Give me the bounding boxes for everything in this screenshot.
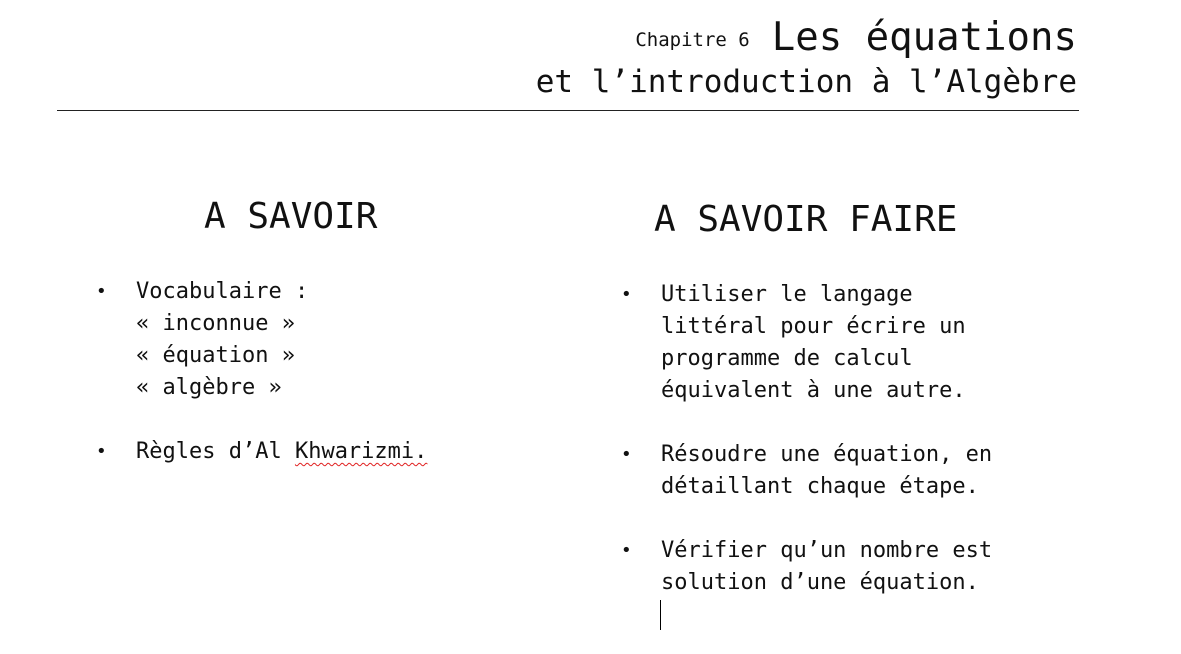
list-line: solution d’une équation. [661, 570, 979, 595]
list-line [136, 436, 427, 468]
list-line: programme de calcul [661, 346, 913, 371]
text-cursor [660, 600, 661, 630]
bullet-icon: • [621, 444, 632, 465]
chapter-label: Chapitre 6 [635, 29, 750, 51]
list-line: détaillant chaque étape. [661, 474, 979, 499]
header-divider [57, 110, 1079, 111]
list-line: Vérifier qu’un nombre est [661, 538, 993, 563]
list-text: Règles d’Al [136, 439, 295, 464]
list-spacer [96, 404, 427, 436]
list-line: « algèbre » [136, 375, 282, 400]
list-item-vocabulaire[interactable] [96, 276, 427, 404]
spellcheck-flagged-word[interactable]: Khwarizmi. [294, 439, 428, 464]
bullet-icon: • [621, 540, 632, 561]
list-line: Vocabulaire : [136, 279, 309, 304]
list-line: Utiliser le langage [661, 282, 913, 307]
list-item-regles[interactable] [96, 436, 427, 468]
bullet-icon: • [96, 281, 107, 302]
list-item-verifier[interactable] [621, 535, 992, 599]
chapter-title: Les équations [771, 15, 1077, 60]
column-title-a-savoir: A SAVOIR [204, 196, 378, 237]
chapter-heading-line [536, 15, 1077, 60]
bullet-icon: • [621, 284, 632, 305]
list-line: « inconnue » [136, 311, 295, 336]
column-title-a-savoir-faire: A SAVOIR FAIRE [654, 199, 958, 240]
list-spacer [621, 407, 992, 439]
list-spacer [621, 503, 992, 535]
chapter-header [535, 15, 1077, 101]
chapter-subtitle: et l’introduction à l’Algèbre [535, 64, 1077, 100]
list-line: Résoudre une équation, en [661, 442, 993, 467]
bullet-icon: • [96, 441, 107, 462]
a-savoir-list [96, 276, 427, 468]
list-line: équivalent à une autre. [661, 378, 966, 403]
list-item-resoudre[interactable] [621, 439, 992, 503]
list-item-utiliser[interactable] [621, 279, 992, 407]
a-savoir-faire-list [621, 279, 992, 599]
list-line: « équation » [136, 343, 295, 368]
list-line: littéral pour écrire un [661, 314, 966, 339]
